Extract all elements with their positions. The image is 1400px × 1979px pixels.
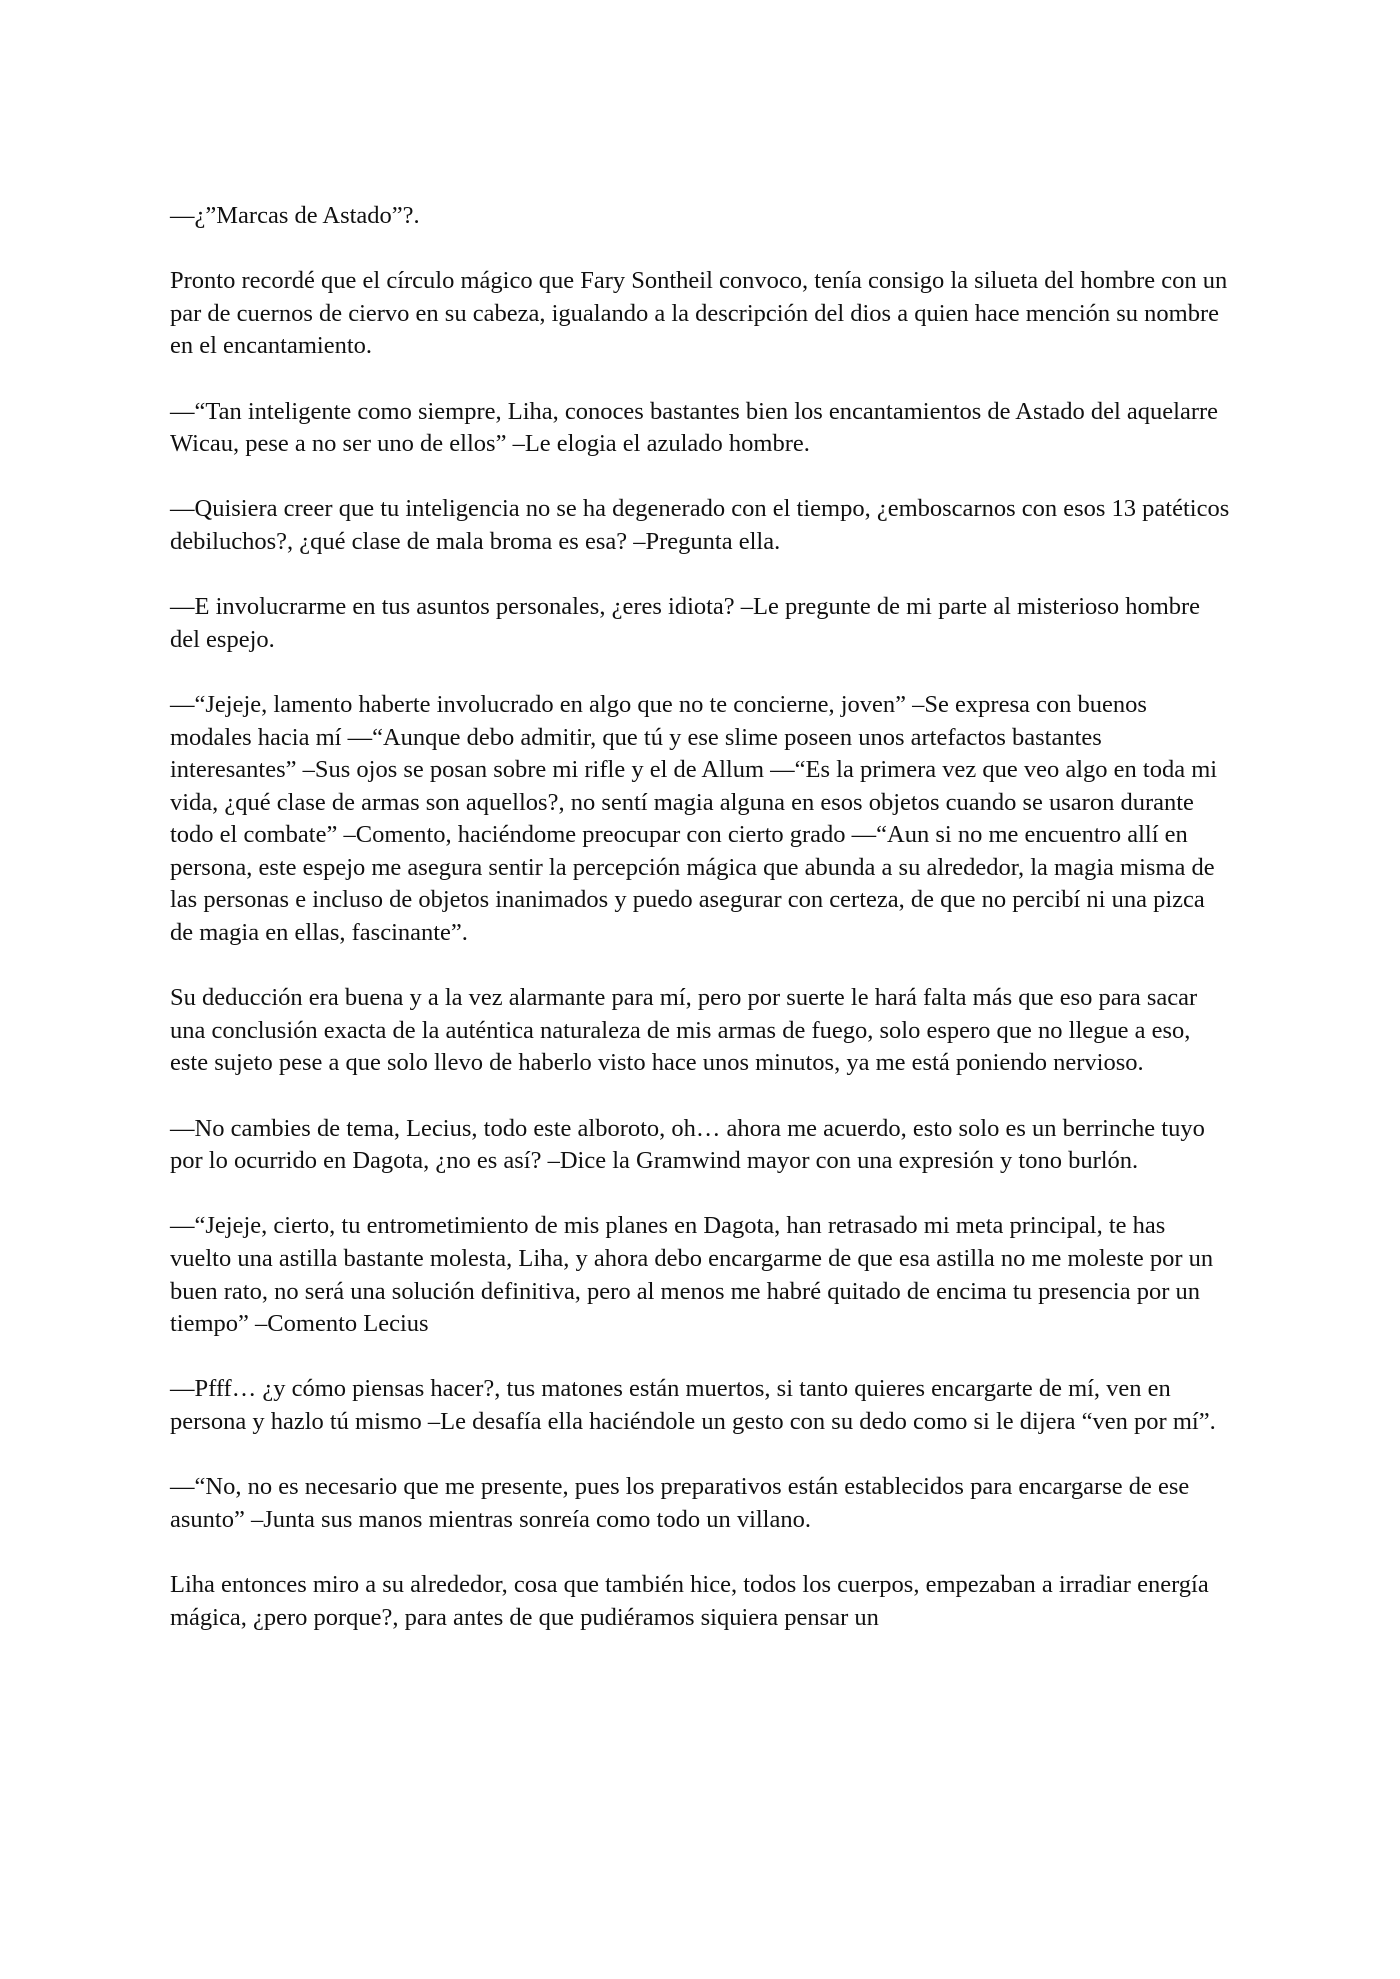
paragraph: —¿”Marcas de Astado”?. [170,202,420,229]
paragraph: —“Jejeje, lamento haberte involucrado en algo que no te concierne, joven” –Se expresa con buenos modales hacia mí —“Aunque debo admitir, que tú y ese slime poseen unos artefactos bastantes interesantes” –Sus ojos se posan sobre mi rifle y el de Allum —“Es la primera vez que veo algo en toda mi vida, ¿qué clase de armas son aquellos?, no sentí magia alguna en esos objetos cuando se usaron durante todo el combate” –Comento, haciéndome preocupar con cierto grado —“Aun si no me encuentro allí en persona, este espejo me asegura sentir la percepción mágica que abunda a su alrededor, la magia misma de las personas e incluso de objetos inanimados y puedo asegurar con certeza, de que no percibí ni una pizca de magia en ellas, fascinante”. [170,690,1218,947]
paragraph: —No cambies de tema, Lecius, todo este alboroto, oh… ahora me acuerdo, esto solo es un berrinche tuyo por lo ocurrido en Dagota, ¿no es así? –Dice la Gramwind mayor con una expresión y tono burlón. [170,1114,1205,1175]
paragraph: Liha entonces miro a su alrededor, cosa que también hice, todos los cuerpos, empezaban a irradiar energía mágica, ¿pero porque?, para antes de que pudiéramos siquiera pensar un [170,1570,1209,1631]
paragraph: Pronto recordé que el círculo mágico que Fary Sontheil convoco, tenía consigo la silueta del hombre con un par de cuernos de ciervo en su cabeza, igualando a la descripción del dios a quien hace mención su nombre en el encantamiento. [170,267,1228,360]
paragraph: —“No, no es necesario que me presente, pues los preparativos están establecidos para encargarse de ese asunto” –Junta sus manos mientras sonreía como todo un villano. [170,1473,1190,1533]
document-text [170,200,1230,1667]
paragraph: —Pfff… ¿y cómo piensas hacer?, tus matones están muertos, si tanto quieres encargarte de mí, ven en persona y hazlo tú mismo –Le desafía ella haciéndole un gesto con su dedo como si le dijera “ven por mí”. [170,1375,1216,1435]
paragraph: —Quisiera creer que tu inteligencia no se ha degenerado con el tiempo, ¿emboscarnos con esos 13 patéticos debiluchos?, ¿qué clase de mala broma es esa? –Pregunta ella. [170,495,1230,555]
paragraph: —“Jejeje, cierto, tu entrometimiento de mis planes en Dagota, han retrasado mi meta principal, te has vuelto una astilla bastante molesta, Liha, y ahora debo encargarme de que esa astilla no me moleste por un buen rato, no será una solución definitiva, pero al menos me habré quitado de encima tu presencia por un tiempo” –Comento Lecius [170,1212,1214,1338]
paragraph: —E involucrarme en tus asuntos personales, ¿eres idiota? –Le pregunte de mi parte al misterioso hombre del espejo. [170,593,1201,653]
paragraph: Su deducción era buena y a la vez alarmante para mí, pero por suerte le hará falta más que eso para sacar una conclusión exacta de la auténtica naturaleza de mis armas de fuego, solo espero que no llegue a eso, este sujeto pese a que solo llevo de haberlo visto hace unos minutos, ya me está poniendo nervioso. [170,984,1198,1077]
paragraph: —“Tan inteligente como siempre, Liha, conoces bastantes bien los encantamientos de Astado del aquelarre Wicau, pese a no ser uno de ellos” –Le elogia el azulado hombre. [170,397,1219,458]
